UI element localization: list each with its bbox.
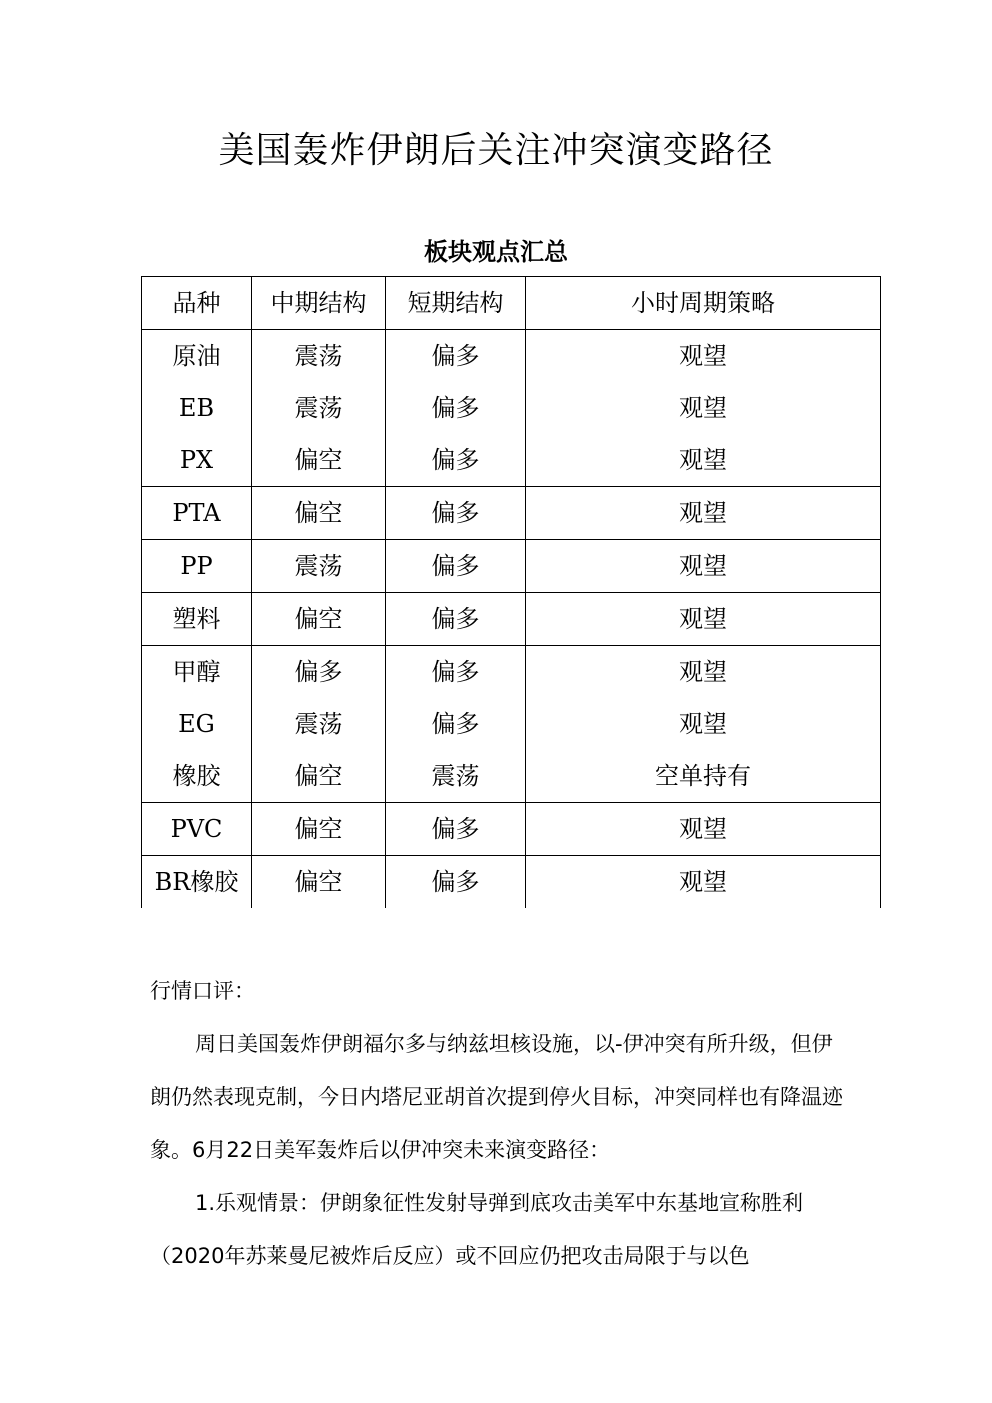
table-row <box>142 856 881 909</box>
cell-short-term: 偏多 <box>386 856 526 909</box>
cell-variety: PTA <box>142 487 252 540</box>
table-header-row <box>142 277 881 330</box>
summary-table <box>141 276 881 908</box>
cell-variety: 甲醇 <box>142 646 252 699</box>
table-row <box>142 330 881 383</box>
header-mid-term: 中期结构 <box>252 277 386 330</box>
comment-paragraph: 周日美国轰炸伊朗福尔多与纳兹坦核设施，以-伊冲突有所升级，但伊朗仍然表现克制，今日内塔尼亚胡首次提到停火目标，冲突同样也有降温迹象。6月22日美军轰炸后以伊冲突未来演变路径： <box>150 1032 843 1162</box>
cell-mid-term: 震荡 <box>252 698 386 750</box>
cell-strategy: 空单持有 <box>526 750 881 803</box>
cell-variety: 原油 <box>142 330 252 383</box>
header-variety: 品种 <box>142 277 252 330</box>
table-row <box>142 382 881 434</box>
table-row <box>142 434 881 487</box>
cell-strategy: 观望 <box>526 540 881 593</box>
cell-short-term: 偏多 <box>386 593 526 646</box>
cell-strategy: 观望 <box>526 803 881 856</box>
cell-mid-term: 偏空 <box>252 750 386 803</box>
cell-short-term: 偏多 <box>386 698 526 750</box>
cell-strategy: 观望 <box>526 434 881 487</box>
cell-short-term: 偏多 <box>386 330 526 383</box>
cell-strategy: 观望 <box>526 487 881 540</box>
cell-short-term: 偏多 <box>386 803 526 856</box>
cell-mid-term: 偏空 <box>252 856 386 909</box>
document-title: 美国轰炸伊朗后关注冲突演变路径 <box>218 130 774 171</box>
cell-variety: EB <box>142 382 252 434</box>
header-short-term: 短期结构 <box>386 277 526 330</box>
cell-variety: 塑料 <box>142 593 252 646</box>
header-hourly-strategy: 小时周期策略 <box>526 277 881 330</box>
table-row <box>142 803 881 856</box>
cell-variety: PVC <box>142 803 252 856</box>
cell-short-term: 偏多 <box>386 646 526 699</box>
cell-mid-term: 偏空 <box>252 487 386 540</box>
cell-mid-term: 震荡 <box>252 540 386 593</box>
cell-strategy: 观望 <box>526 646 881 699</box>
cell-mid-term: 偏多 <box>252 646 386 699</box>
table-row <box>142 698 881 750</box>
cell-strategy: 观望 <box>526 382 881 434</box>
cell-mid-term: 偏空 <box>252 803 386 856</box>
cell-short-term: 震荡 <box>386 750 526 803</box>
table-row <box>142 540 881 593</box>
cell-variety: PP <box>142 540 252 593</box>
cell-strategy: 观望 <box>526 698 881 750</box>
table-row <box>142 593 881 646</box>
cell-mid-term: 偏空 <box>252 434 386 487</box>
cell-variety: EG <box>142 698 252 750</box>
cell-short-term: 偏多 <box>386 434 526 487</box>
cell-variety: PX <box>142 434 252 487</box>
market-comment-label: 行情口评： <box>150 979 255 1003</box>
table-row <box>142 487 881 540</box>
cell-variety: BR橡胶 <box>142 856 252 909</box>
table-title: 板块观点汇总 <box>424 237 568 266</box>
cell-strategy: 观望 <box>526 593 881 646</box>
cell-short-term: 偏多 <box>386 540 526 593</box>
cell-mid-term: 震荡 <box>252 382 386 434</box>
cell-mid-term: 震荡 <box>252 330 386 383</box>
cell-mid-term: 偏空 <box>252 593 386 646</box>
table-row <box>142 750 881 803</box>
cell-strategy: 观望 <box>526 856 881 909</box>
scenario-paragraph: 1.乐观情景：伊朗象征性发射导弹到底攻击美军中东基地宣称胜利（2020年苏莱曼尼被炸后反应）或不回应仍把攻击局限于与以色 <box>150 1191 804 1268</box>
cell-strategy: 观望 <box>526 330 881 383</box>
cell-short-term: 偏多 <box>386 382 526 434</box>
table-row <box>142 646 881 699</box>
cell-short-term: 偏多 <box>386 487 526 540</box>
cell-variety: 橡胶 <box>142 750 252 803</box>
